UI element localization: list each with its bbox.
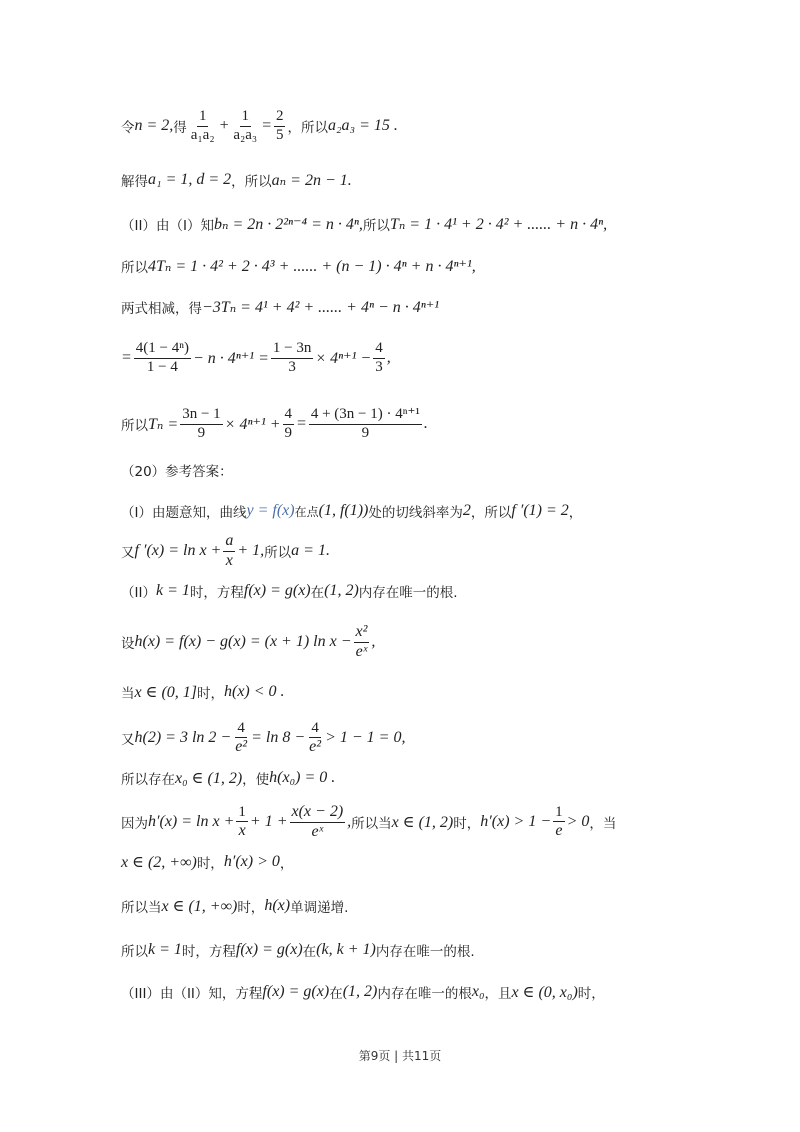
line-2: 解得 a₁ = 1, d = 2 ，所以 aₙ = 2n − 1. xyxy=(121,171,352,190)
line-14: 又 h(2) = 3 ln 2 − $\frac{4}{\text{e²}}$ = ln 8 − $\frac{4}{\text{e²}}$ > 1 − 1 = 0, xyxy=(121,719,406,755)
line-7: 所以 Tₙ = $\frac{3n - 1}{9}$ × 4ⁿ⁺¹ + $\frac{4}{9}$ = $\frac{\text{4 + (3n − 1) · 4ⁿ⁺¹}}{9}$ . xyxy=(121,406,428,441)
line-4: 所以 4Tₙ = 1 · 4² + 2 · 4³ + ...... + (n − 1) · 4ⁿ + n · 4ⁿ⁺¹, xyxy=(121,258,476,276)
fraction: $\frac{1}{\text{a₁a₂}}$ xyxy=(190,108,215,143)
line-19: 所以 k = 1 时，方程 f(x) = g(x) 在 (k, k + 1) 内存在唯一的根. xyxy=(121,941,475,960)
fraction: $\frac{1}{\text{a₂a₃}}$ xyxy=(233,108,258,143)
line-10: 又 f ′(x) = ln x + $\frac{a}{x}$ + 1, 所以 a = 1. xyxy=(121,532,330,569)
line-12: 设 h(x) = f(x) − g(x) = (x + 1) ln x − $\frac{\text{x²}}{\text{eˣ}}$ , xyxy=(121,623,376,660)
line-13: 当 x ∈ (0, 1] 时， h(x) < 0 . xyxy=(121,683,285,702)
fraction: $\frac{2}{5}$ xyxy=(275,108,284,143)
line-5: 两式相减，得 −3Tₙ = 4¹ + 4² + ...... + 4ⁿ − n · 4ⁿ⁺¹ xyxy=(121,299,440,317)
line-15: 所以存在 x₀ ∈ (1, 2) ，使 h(x₀) = 0 . xyxy=(121,769,336,788)
page-footer: 第9页 | 共11页 xyxy=(358,1049,442,1063)
line-18: 所以当 x ∈ (1, +∞) 时， h(x) 单调递增. xyxy=(121,897,349,916)
line-17: x ∈ (2, +∞) 时， h′(x) > 0 ， xyxy=(121,853,294,872)
line-1: 令 n = 2, 得 $\frac{1}{\text{a₁a₂}}$ + $\frac{1}{\text{a₂a₃}}$ = $\frac{2}{5}$ ，所以 a₂a₃ = 15 . xyxy=(121,108,398,143)
line-9: （I）由题意知，曲线 y = f(x) 在点 (1, f(1)) 处的切线斜率为 2 ，所以 f ′(1) = 2 ， xyxy=(121,502,583,521)
line-8: （20）参考答案： xyxy=(121,464,233,480)
line-16: 因为 h′(x) = ln x + $\frac{1}{x}$ + 1 + $\frac{x(x - 2)}{\text{eˣ}}$ , 所以当 x ∈ (1, 2) 时， h′(x) > 1 − $\frac{1}{e}$ > 0 ，当 xyxy=(121,803,617,840)
line-11: （II） k = 1 时，方程 f(x) = g(x) 在 (1, 2) 内存在唯一的根. xyxy=(121,582,458,601)
line-6: = $\frac{\text{4(1 − 4ⁿ)}}{1 - 4}$ − n · 4ⁿ⁺¹ = $\frac{1 - 3n}{3}$ × 4ⁿ⁺¹ − $\frac{4}{3}$ , xyxy=(121,340,391,375)
line-3: （II）由（I）知 bₙ = 2n · 2²ⁿ⁻⁴ = n · 4ⁿ, 所以 Tₙ = 1 · 4¹ + 2 · 4² + ...... + n · 4ⁿ, xyxy=(121,216,608,234)
line-20: （III）由（II）知，方程 f(x) = g(x) 在 (1, 2) 内存在唯一的根 x₀ ，且 x ∈ (0, x₀) 时， xyxy=(121,983,605,1002)
